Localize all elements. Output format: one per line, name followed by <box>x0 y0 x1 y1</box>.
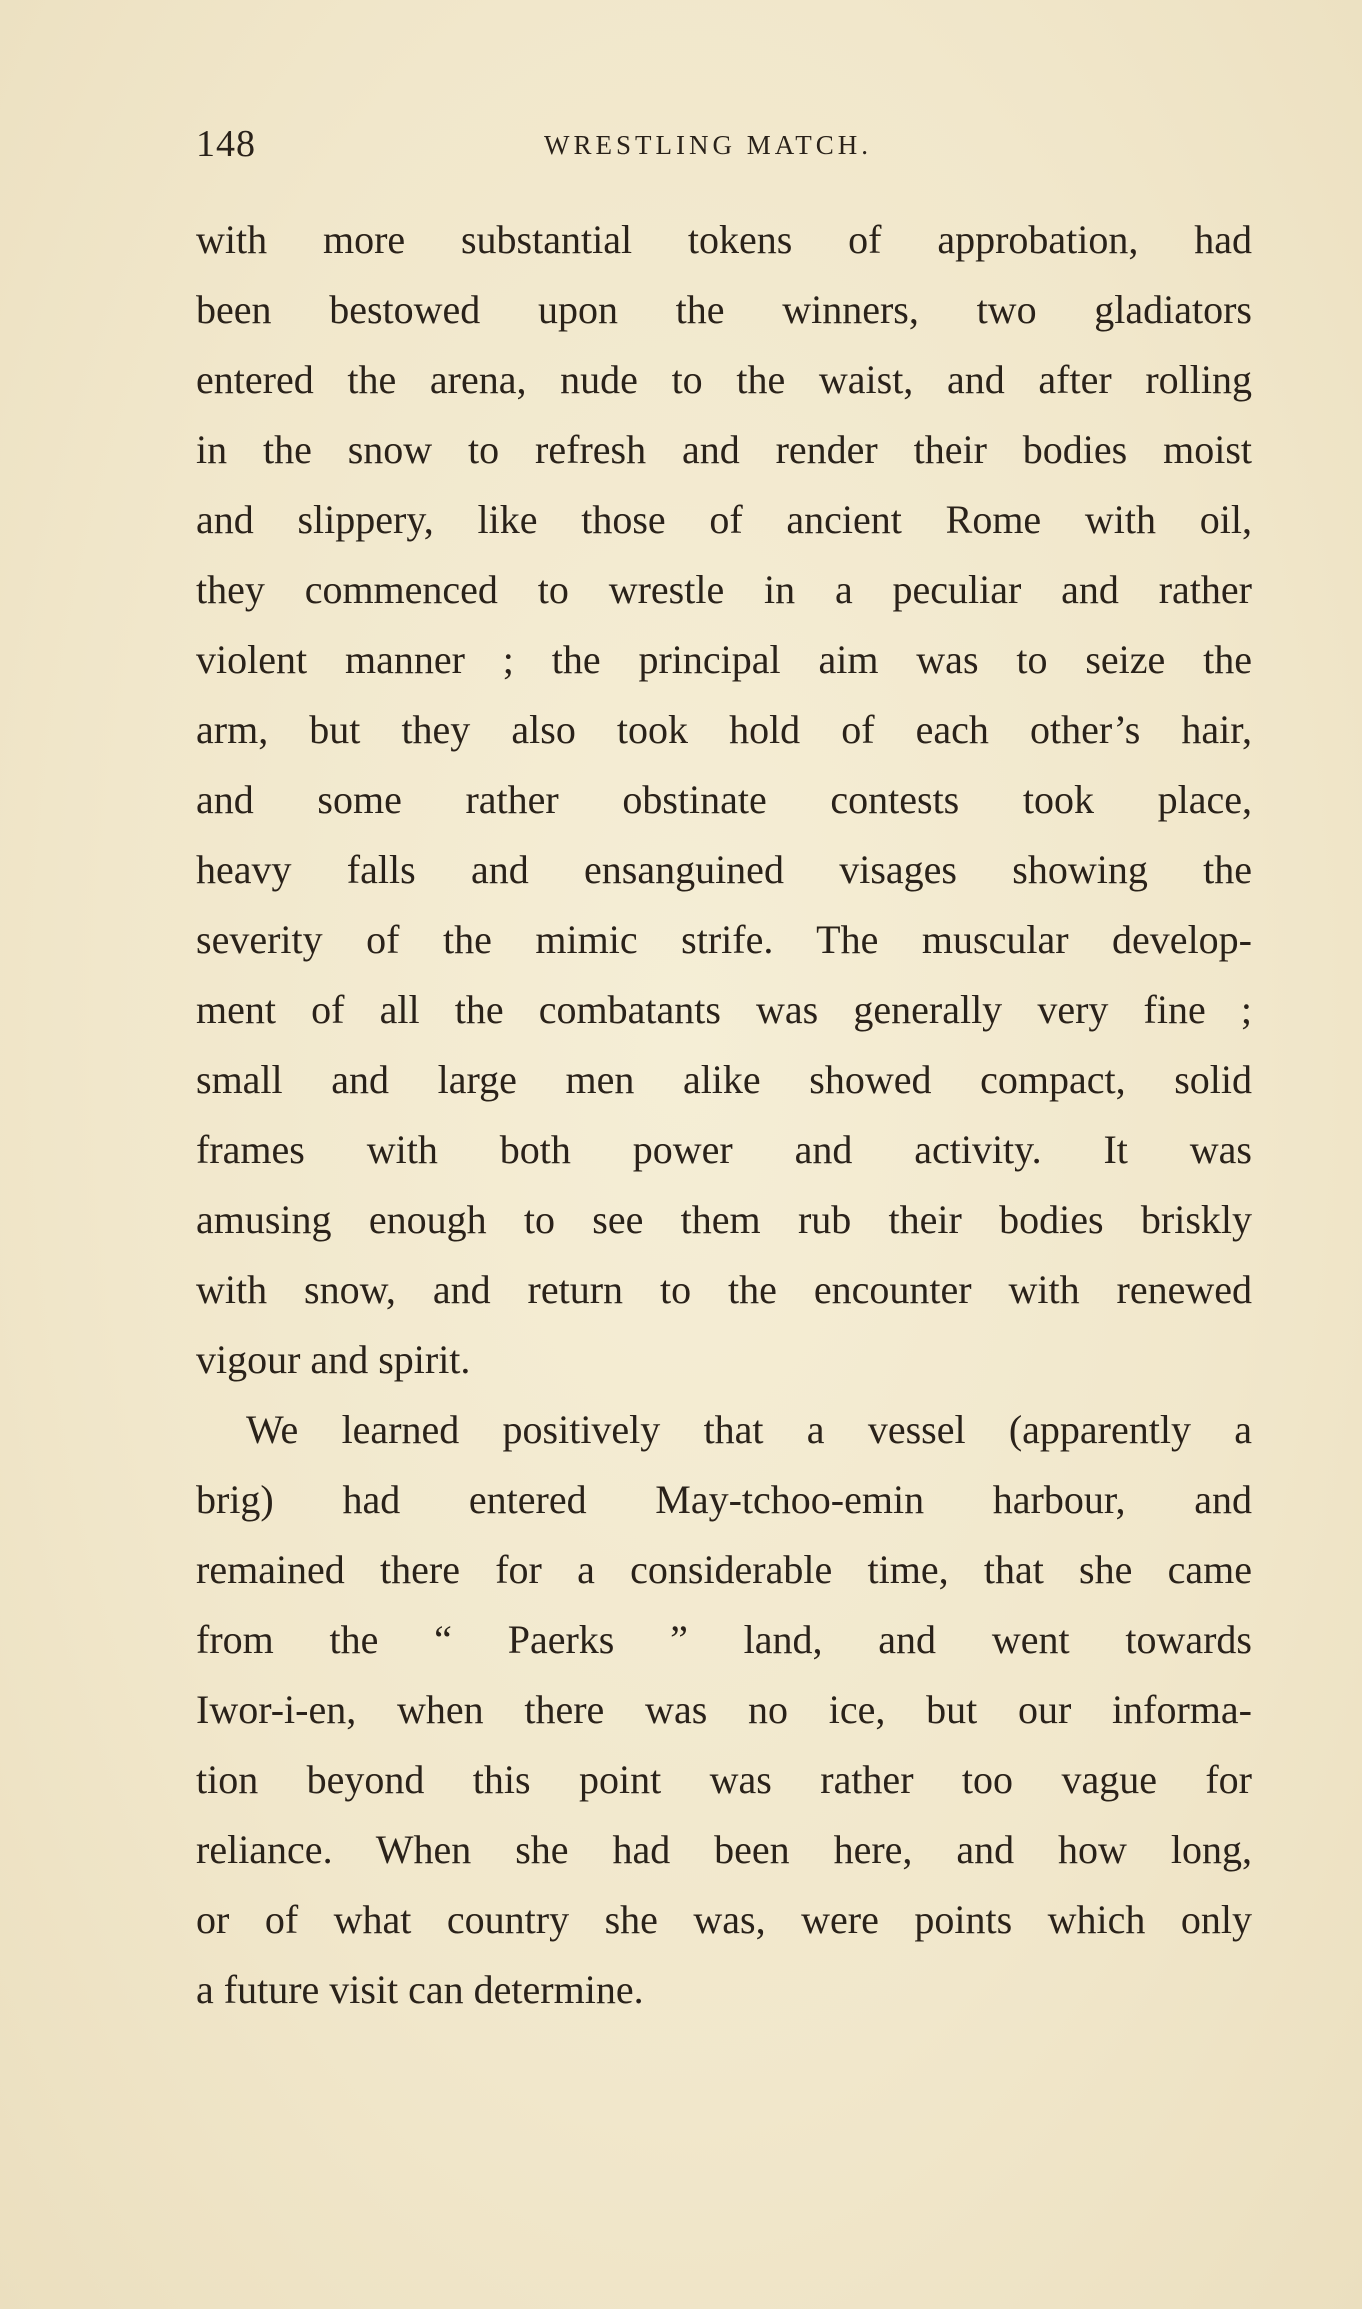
body-text <box>196 205 1252 2025</box>
text-line: ment of all the combatants was generally very fine ; <box>196 987 1252 1032</box>
text-line: Iwor-i-en, when there was no ice, but our informa- <box>196 1687 1252 1732</box>
text-line: arm, but they also took hold of each other’s hair, <box>196 707 1252 752</box>
text-line: tion beyond this point was rather too vague for <box>196 1757 1252 1802</box>
text-line: from the “ Paerks ” land, and went towards <box>196 1617 1252 1662</box>
text-line: entered the arena, nude to the waist, and after rolling <box>196 357 1252 402</box>
text-line: violent manner ; the principal aim was to seize the <box>196 637 1252 682</box>
text-line: heavy falls and ensanguined visages showing the <box>196 847 1252 892</box>
text-line: and some rather obstinate contests took place, <box>196 777 1252 822</box>
paragraph-start-line: We learned positively that a vessel (apparently a <box>246 1407 1252 1452</box>
page-number: 148 <box>196 123 256 165</box>
text-line: frames with both power and activity. It was <box>196 1127 1252 1172</box>
text-line: amusing enough to see them rub their bodies briskly <box>196 1197 1252 1242</box>
text-line: severity of the mimic strife. The muscular develop- <box>196 917 1252 962</box>
text-line: they commenced to wrestle in a peculiar and rather <box>196 567 1252 612</box>
text-line: brig) had entered May-tchoo-emin harbour, and <box>196 1477 1252 1522</box>
text-line: with snow, and return to the encounter with renewed <box>196 1267 1252 1312</box>
text-line: with more substantial tokens of approbation, had <box>196 217 1252 262</box>
paragraph-end-line: vigour and spirit. <box>196 1337 471 1382</box>
running-title: WRESTLING MATCH. <box>544 130 872 160</box>
text-line: or of what country she was, were points which only <box>196 1897 1252 1942</box>
running-head <box>196 122 1256 166</box>
text-line: been bestowed upon the winners, two gladiators <box>196 287 1252 332</box>
text-line: in the snow to refresh and render their bodies moist <box>196 427 1252 472</box>
text-line: remained there for a considerable time, that she came <box>196 1547 1252 1592</box>
text-line: small and large men alike showed compact, solid <box>196 1057 1252 1102</box>
text-line: and slippery, like those of ancient Rome with oil, <box>196 497 1252 542</box>
text-line: reliance. When she had been here, and how long, <box>196 1827 1252 1872</box>
paragraph-end-line: a future visit can determine. <box>196 1967 644 2012</box>
